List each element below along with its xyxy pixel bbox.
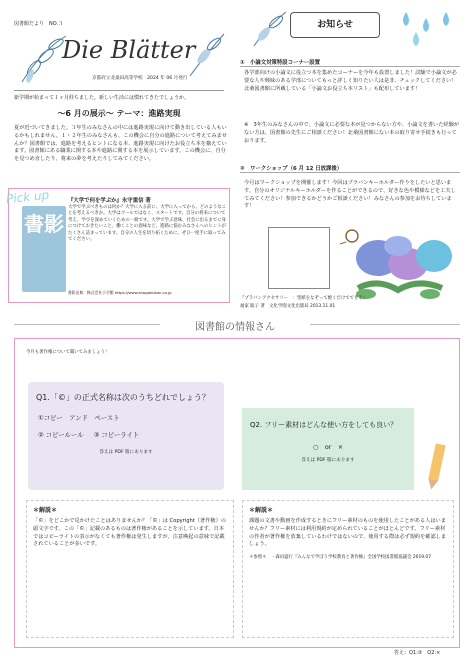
workshop-photo-caption: 『プラバンアクセサリー ：型紙をなぞって焼くだけでできる』 bbox=[240, 296, 368, 301]
school-issue-line: 京都府立北桑田高等学校 2024 年 06 月発行 bbox=[92, 76, 188, 81]
book-cover-kanji: 書影 bbox=[24, 212, 64, 236]
intro-text: 新学期が始まって１ヶ月経ちました。新しい生活には慣れてきたでしょうか。 bbox=[14, 95, 190, 101]
notice-s1-body: 各学部向けの小論文に役立つ本を集めたコーナーを今年も設置しました！試験で小論文が必要な人や興味のある学部についてもっと詳しく知りたい人は是非、チェックしてください！北桑図書館に所蔵している「小論文お役立ち本リスト」も配布しています！ bbox=[244, 70, 457, 92]
display-body: 夏が近づいてきました。３年生のみなさんの中には進路実現に向けて動き出している人もいるかもしれません。１・２年生のみなさんも、この機会に自分の進路について考えてみませんか？図書館では、進路を考えるヒントになる本、進路実現に向けたお役立ち本を揃えています。図書館にある職業に関する本や進路に関する本を展示しています。この機会に、自分を見つめ直したり、将来の夢を考えたりしてみてください。 bbox=[14, 125, 227, 163]
answer-1-heading: ＊解説＊ bbox=[33, 507, 58, 514]
q2-options: ○ or × bbox=[312, 443, 344, 451]
workshop-photo-placeholder bbox=[268, 227, 330, 289]
leaf-illustration-right bbox=[184, 26, 232, 82]
q1-title: Q1.「©」の正式名称は次のうちどれでしょう？ bbox=[36, 393, 210, 402]
notice-s2-title: ② ワークショップ（6 月 12 日放課後） bbox=[240, 164, 460, 173]
notice-s1-title: ① 小論文対策特設コーナー設置 bbox=[240, 58, 460, 67]
info-lead: 今月も著作権について聞いてみましょう！ bbox=[26, 350, 110, 355]
hydrangea-illustration bbox=[338, 228, 458, 306]
notice-s2-body: 今月はワークショップを開催します！今回はプラバンキーホルダー作りをしたいと思います。自分のオリジナルキーホルダーを作ることができるので、好きな色や模様などを工夫してみてください！参加できるかどうかご相談ください！みなさんの参加をお待ちしています！ bbox=[244, 180, 456, 210]
header-rule bbox=[14, 90, 224, 91]
answer-2-reference: ＊参照＊ ・森田盛行『みんなで学ぼう学校教育と著作権』全国学校図書館協議会 2019.07 bbox=[249, 555, 432, 561]
answers-footer: 答え：Q1:③ Q2:× bbox=[394, 650, 441, 656]
display-title: ～6 月の展示～ テーマ：進路実現 bbox=[57, 109, 181, 118]
answer-2-body: 課題の文書や動画を作成するときにフリー素材のものを使用したことがある人はいませんか？フリー素材には利用規約が定められていることがほとんどです。フリー素材の作者が著作権を放棄しているわけではないので、使用する際は必ず規約を確認しましょう。 bbox=[249, 518, 447, 548]
q2-title: Q2. フリー素材はどんな使い方をしても良い？ bbox=[250, 421, 398, 429]
q1-box bbox=[28, 382, 224, 490]
book-cover-image bbox=[22, 206, 66, 292]
leaf-icon-notice bbox=[248, 6, 292, 50]
pickup-label: Pick up bbox=[5, 187, 50, 207]
workshop-photo-credit: 福家 聡子 著 文化学園文化出版局 2013.11.01 bbox=[240, 304, 336, 309]
notice-tag bbox=[290, 12, 380, 38]
q1-option-1: ①コピー アンド ペースト bbox=[38, 414, 120, 422]
q1-note: 答えは PDF 版にあります bbox=[99, 450, 153, 455]
info-section-title: 図書館の情報さん bbox=[160, 318, 310, 333]
answer-2-box bbox=[242, 500, 454, 638]
notice-tag-label: お知らせ bbox=[317, 20, 353, 30]
book-title: 『大学で何を学ぶか』永守重信 著 bbox=[68, 198, 151, 204]
answer-1-box bbox=[26, 500, 234, 638]
newsletter-title: Die Blätter bbox=[62, 36, 196, 64]
answer-2-heading: ＊解説＊ bbox=[249, 507, 274, 514]
book-description: 大学で学ぶべきものは何か？大学に入る前に、大学に入ってから、どのようなことを考えるべきか。大学はゴールではなく、スタートです。自分の将来について考え、学びを深めていくための一冊です。大学で学ぶ意味、社会に出るまでに身につけておきたいこと、働くことの意味など、進路に悩むみなさんへのヒントがたくさん詰まっています。自分の人生を切り拓くために、ぜひ一度手に取ってみてください。 bbox=[68, 205, 227, 242]
answer-1-body: 「©」をどこかで見かけたことはありませんか？「©」は Copyright（著作権）の頭文字です。この「©」記載のあるものは著作権があることを示しています。日本ではコピーライトの表示がなくても著作権は発生しますが、注意喚起の意味で記載されていることが多いです。 bbox=[33, 518, 226, 548]
notice-s1-note: ※ 3年生のみなさんの中で、小論文に必要な本が見つからない方や、小論文を書いた経験がない方は、図書館の先生にご相談ください！北桑図書館にない本の取り寄せ手続きも行っております。 bbox=[244, 122, 459, 144]
book-credit: 書影出典：株式会社小学館 https://www.shogakukan.co.jp bbox=[68, 290, 172, 295]
q2-note: 答えは PDF 版にあります bbox=[301, 458, 355, 463]
pencil-illustration bbox=[418, 440, 458, 492]
issue-label: 図書館だより NO.３ bbox=[14, 21, 64, 27]
q2-box bbox=[242, 408, 414, 490]
q1-option-3: ③ コピーライト bbox=[93, 431, 140, 439]
q1-option-2: ② コピールール bbox=[38, 431, 84, 439]
raindrop-icons bbox=[396, 8, 462, 48]
